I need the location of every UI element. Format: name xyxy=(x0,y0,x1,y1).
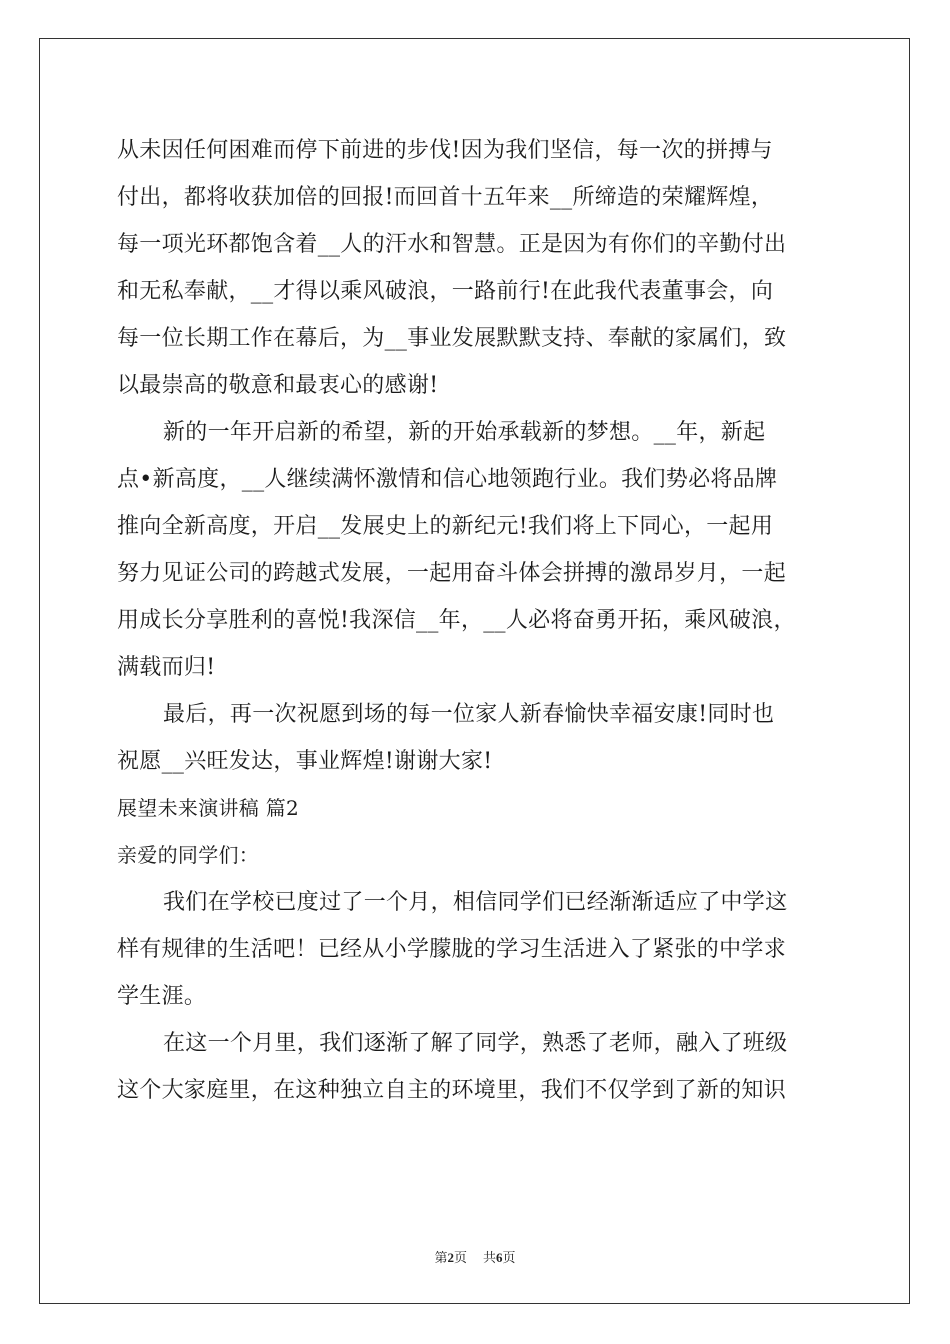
text-line: 最后，再一次祝愿到场的每一位家人新春愉快幸福安康!同时也 xyxy=(163,702,775,727)
text-line: 点•新高度，__人继续满怀激情和信心地领跑行业。我们势必将品牌 xyxy=(117,467,778,492)
text-line: 这个大家庭里，在这种独立自主的环境里，我们不仅学到了新的知识 xyxy=(117,1078,787,1103)
footer-total-pages: 6 xyxy=(496,1250,503,1265)
text-line: 每一项光环都饱含着__人的汗水和智慧。正是因为有你们的辛勤付出 xyxy=(117,232,787,257)
text-line: 每一位长期工作在幕后，为__事业发展默默支持、奉献的家属们，致 xyxy=(117,326,787,351)
text-line: 满载而归! xyxy=(117,655,216,680)
footer-page-prefix: 第 xyxy=(434,1250,448,1265)
footer-page-suffix: 页 xyxy=(453,1250,467,1265)
text-line: 在这一个月里，我们逐渐了解了同学，熟悉了老师，融入了班级 xyxy=(163,1031,788,1056)
text-line: 推向全新高度，开启__发展史上的新纪元!我们将上下同心，一起用 xyxy=(117,514,774,539)
text-line: 新的一年开启新的希望，新的开始承载新的梦想。__年，新起 xyxy=(163,420,766,445)
footer-total-suffix: 页 xyxy=(502,1250,516,1265)
paragraph xyxy=(117,409,837,691)
text-line: 祝愿__兴旺发达，事业辉煌!谢谢大家! xyxy=(117,749,493,774)
paragraph xyxy=(117,879,837,1020)
text-line: 以最崇高的敬意和最衷心的感谢! xyxy=(117,373,439,398)
section-heading xyxy=(117,832,837,879)
paragraph xyxy=(117,127,837,409)
text-line: 样有规律的生活吧！已经从小学朦胧的学习生活进入了紧张的中学求 xyxy=(117,937,787,962)
section-heading xyxy=(117,785,837,832)
text-line: 和无私奉献，__才得以乘风破浪，一路前行!在此我代表董事会，向 xyxy=(117,279,774,304)
document-body xyxy=(117,127,837,1114)
text-line: 亲爱的同学们： xyxy=(117,843,260,867)
text-line: 我们在学校已度过了一个月，相信同学们已经渐渐适应了中学这 xyxy=(163,890,788,915)
footer-total-prefix: 共 xyxy=(483,1250,497,1265)
footer-page-number: 2 xyxy=(447,1250,454,1265)
page-footer xyxy=(0,1247,950,1266)
paragraph xyxy=(117,1020,837,1114)
text-line: 从未因任何困难而停下前进的步伐!因为我们坚信，每一次的拼搏与 xyxy=(117,138,773,163)
paragraph xyxy=(117,691,837,785)
text-line: 学生涯。 xyxy=(117,984,207,1009)
text-line: 用成长分享胜利的喜悦!我深信__年，__人必将奋勇开拓，乘风破浪， xyxy=(117,608,796,633)
text-line: 展望未来演讲稿 篇2 xyxy=(117,796,300,820)
text-line: 努力见证公司的跨越式发展，一起用奋斗体会拼搏的激昂岁月，一起 xyxy=(117,561,787,586)
text-line: 付出，都将收获加倍的回报!而回首十五年来__所缔造的荣耀辉煌， xyxy=(117,185,774,210)
